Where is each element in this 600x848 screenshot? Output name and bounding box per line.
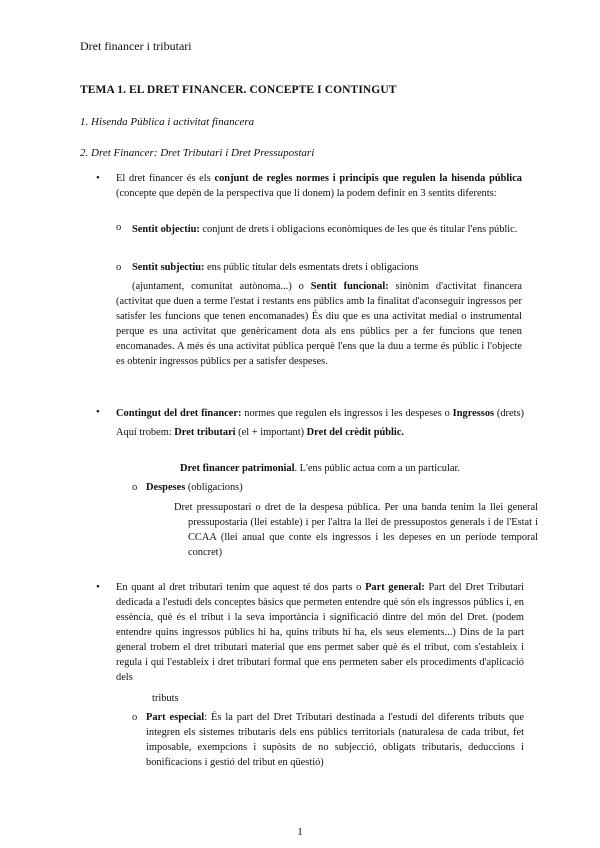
sub-marker: o [116,222,122,233]
section-item-1: 1. Hisenda Pública i activitat financera [80,116,255,128]
tributs-word: tributs [152,693,179,704]
sub-marker: o [132,482,138,493]
page-header: Dret financer i tributari [80,39,192,53]
dret-tributari-paragraph: En quant al dret tributari tenim que aquest té dos parts o Part general: Part del Dret Tributari dedicada a l'estudi dels conceptes bàsics que permeten entendre què són els ingressos públics i, en essència, què és el tribut i la seva importància i significació dintre del món del Dret. (podem entendre quins ingressos públics hi ha, quins tributs hi ha, els seus elements...) Dins de la part general trobem el dret tributari material que ens permet saber què és el tribut, com s'estableix i regula i qui l'estableix i dret tributari formal que ens permeten saber els procediments d'aplicació dels [116,582,524,683]
sentit-subjectiu: Sentit subjectiu: ens públic titular dels esmentats drets i obligacions [132,262,419,273]
dret-patrimonial: Dret financer patrimonial. L'ens públic actua com a un particular. [180,463,460,474]
dret-pressupostari: Dret pressupostari o dret de la despesa pública. Per una banda tenim la llei general pressupostaria (llei estable) i per l'altra la llei de pressupostos generals i de l'Estat i CCAA (llei anual que conte els ingressos i les depeses en un període temporal concret) [174,502,538,558]
bullet-marker: • [96,172,100,184]
page-title: TEMA 1. EL DRET FINANCER. CONCEPTE I CONTINGUT [80,84,397,96]
bullet-marker: • [96,406,100,418]
page-number: 1 [297,826,303,838]
sentit-objectiu: Sentit objectiu: conjunt de drets i obligacions econòmiques de les que és titular l'ens públic. [132,224,518,235]
bullet-1-paragraph: El dret financer és els conjunt de regles normes i principis que regulen la hisenda pública (concepte que depèn de la perspectiva que li donem) la podem definir en 3 sentits diferents: [116,173,522,199]
section-item-2: 2. Dret Financer: Dret Tributari i Dret Pressupostari [80,147,315,159]
sentit-funcional: (ajuntament, comunitat autònoma...) o Sentit funcional: sinònim d'activitat financera (activitat que duen a terme l'estat i restants ens públics amb la finalitat d'aconseguir ingressos per satisfer les funcions que tenen encomanades) És diu que es una activitat medial o instrumental perque es una activitat que genèricament dota als ens públics per a fer funcions que tenen encomanades. A més és una activitat pública perquè l'ens que la duu a terme és públic i l'objecte es obtenir ingressos públics per a satisfer despeses. [116,281,523,367]
sub-marker: o [116,262,122,273]
contingut-paragraph: Contingut del dret financer: normes que regulen els ingressos i les despeses o Ingressos (drets) Aquí trobem: Dret tributari (el + important) Dret del crèdit públic. [116,408,525,438]
part-especial: Part especial: És la part del Dret Tributari destinada a l'estudi del diferents tributs que integren els sistemes tributaris dels ens públics territorials (naturalesa de cada tribut, fet imposable, exempcions i supòsits de no subjecció, obligats tributaris, deduccions i bonificacions i gestió del tribut en qüestió) [146,712,524,768]
sub-marker: o [132,712,138,723]
despeses-line: Despeses (obligacions) [146,482,243,493]
bullet-marker: • [96,581,100,593]
